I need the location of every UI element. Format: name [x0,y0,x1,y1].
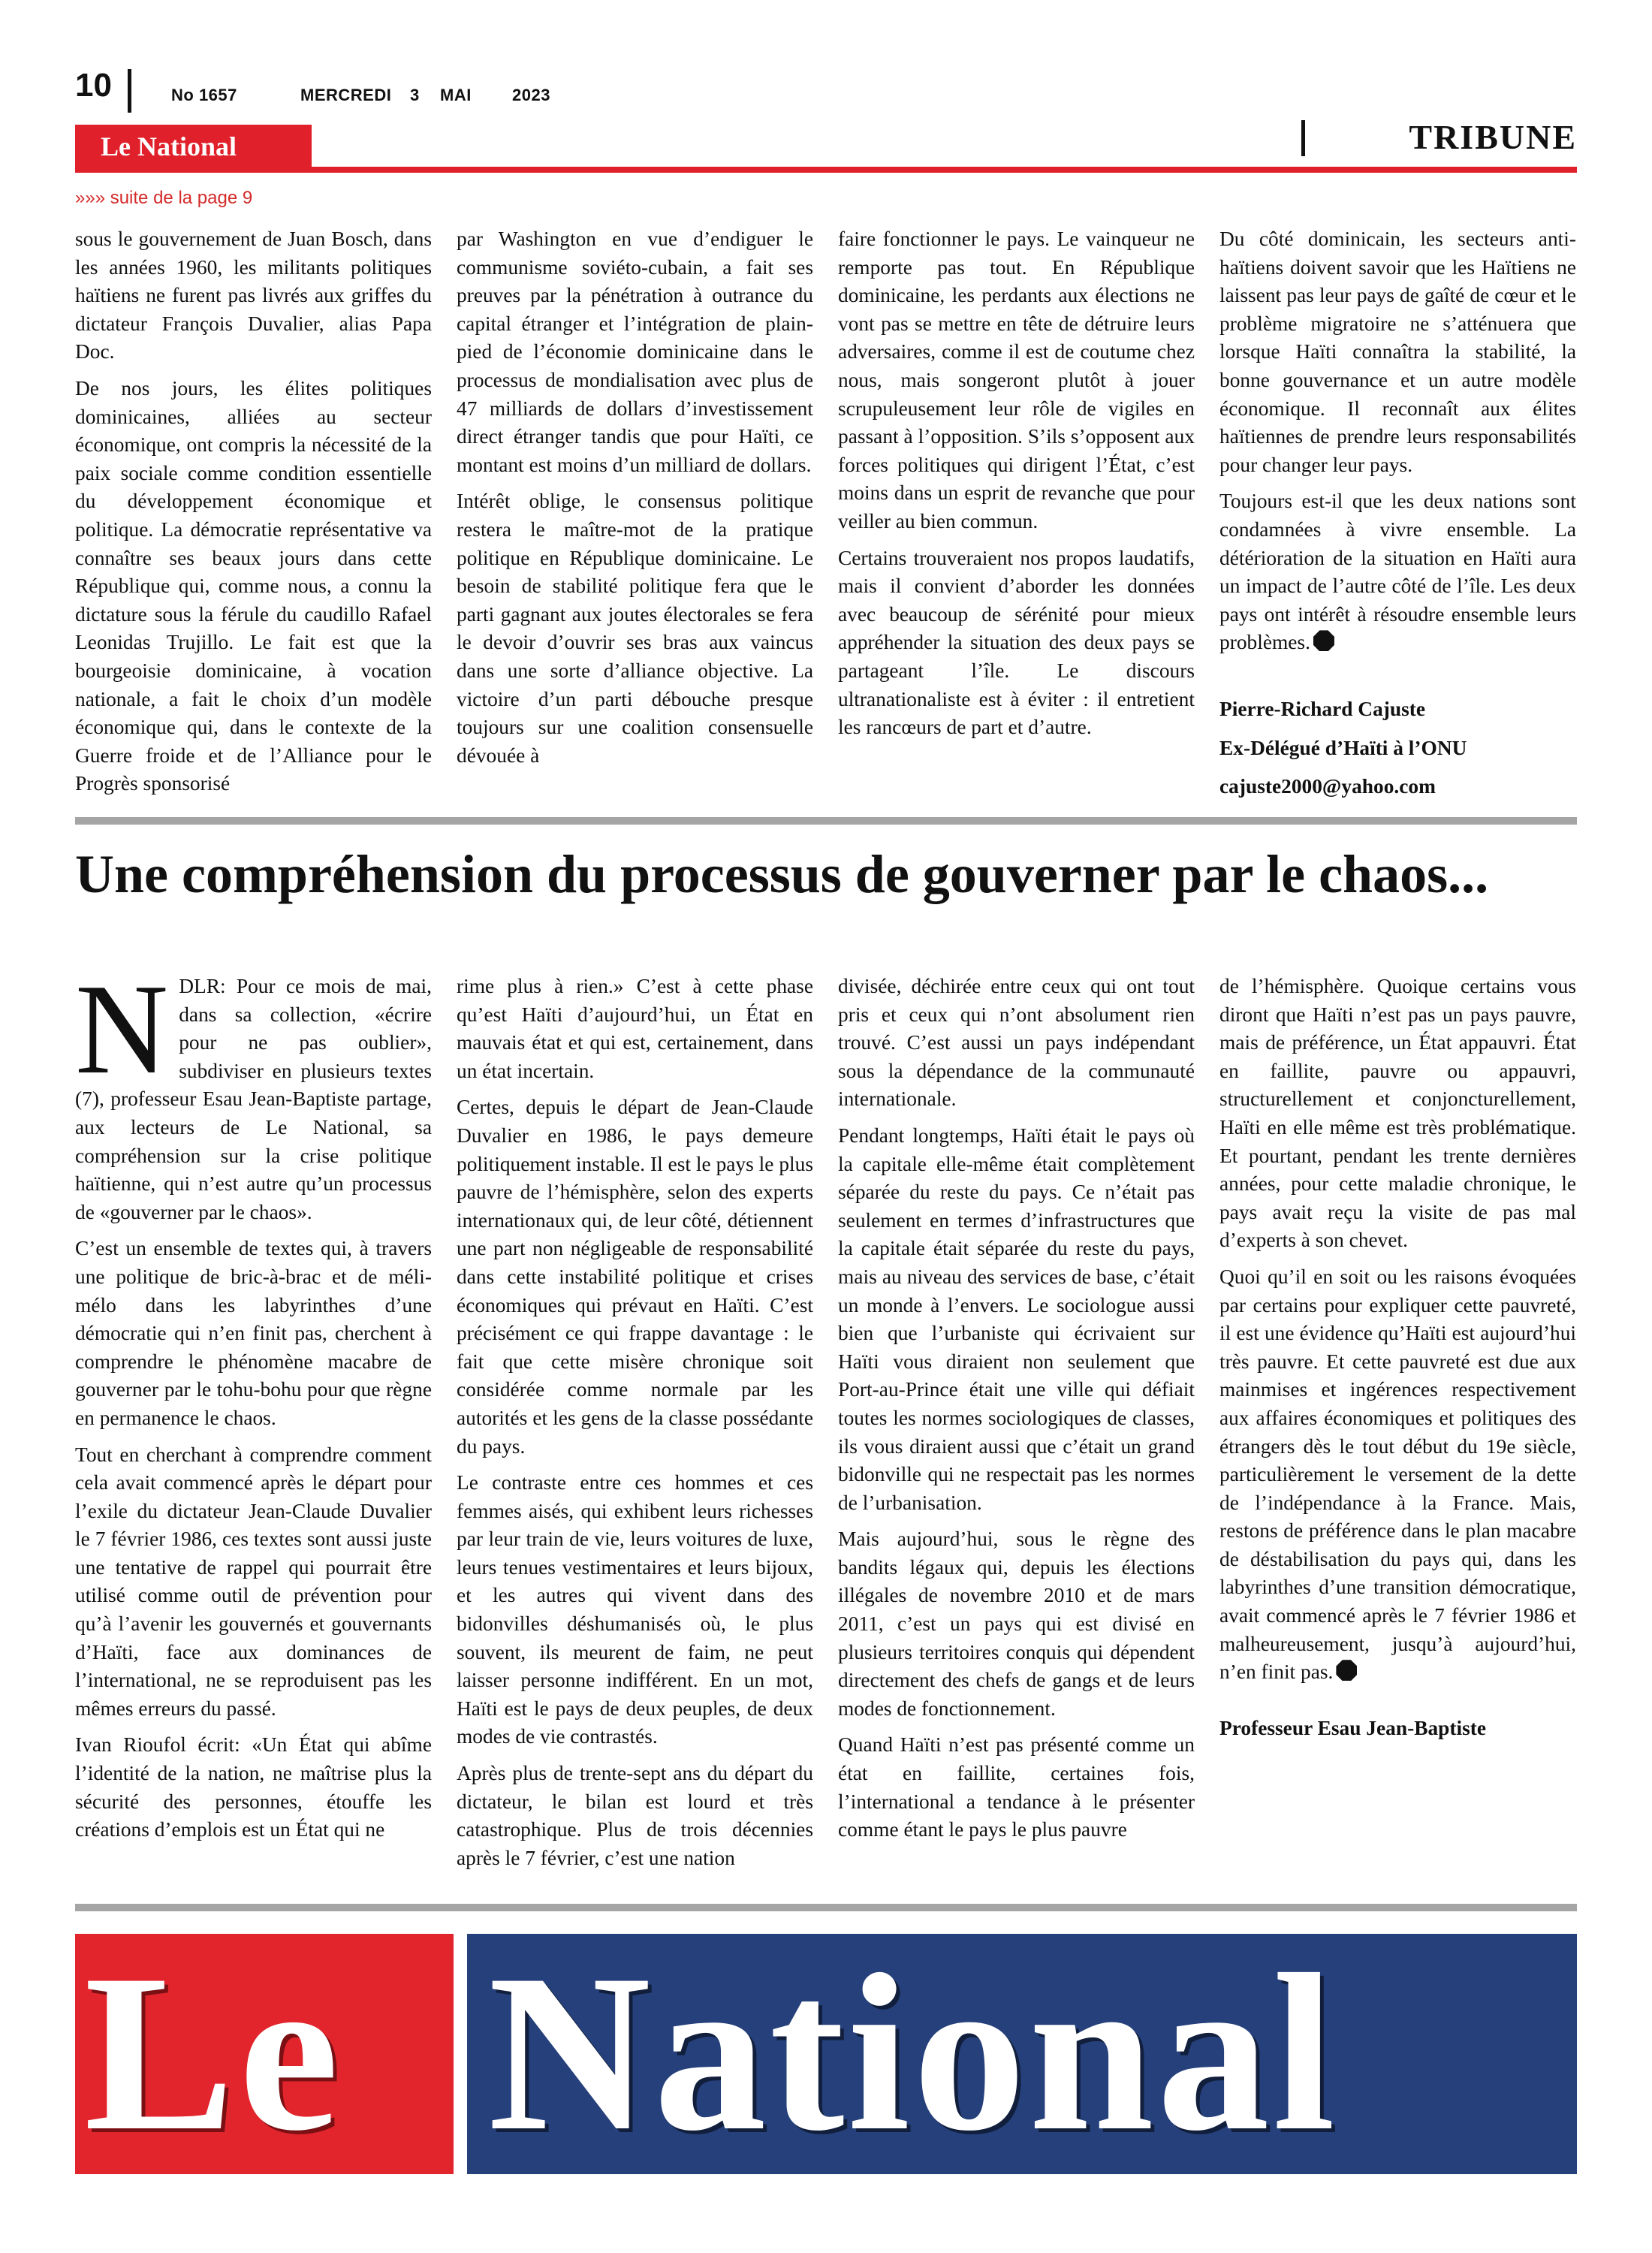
paragraph: Ivan Rioufol écrit: «Un État qui abîme l’identité de la nation, ne maîtrise plus la sécurité des personnes, étouffe les créations d’emplois est un État qui ne [75,1733,432,1841]
paragraph [75,958,432,1226]
article-column-2 [457,973,813,1881]
paragraph: Pendant longtemps, Haïti était le pays où la capitale elle-même était complètement séparée du reste du pays. Ce n’était pas seulement en termes d’infrastructures que la capitale était séparée du reste du pays, mais au niveau des services de base, c’était un monde à l’envers. Le sociologue aussi bien que l’urbaniste qui écrivaient sur Haïti vous diraient non seulement que Port-au-Prince était une ville qui défiait toutes les normes sociologiques de classes, ils vous diraient aussi que c’était un grand bidonville qui ne respectait pas les normes de l’urbanisation. [838,1123,1195,1514]
author-email: cajuste2000@yahoo.com [1219,775,1436,798]
paragraph: C’est un ensemble de textes qui, à travers une politique de bric-à-brac et de méli-mélo dans les labyrinthes d’une démocratie qui n’en finit pas, cherchent à comprendre le phénomène macabre de gouverner par le tohu-bohu pour que règne en permanence le chaos. [75,1237,432,1429]
paragraph: sous le gouvernement de Juan Bosch, dans les années 1960, les militants politiques haïtiens ne furent pas livrés aux griffes du dictateur François Duvalier, alias Papa Doc. [75,228,432,363]
paragraph: rime plus à rien.» C’est à cette phase qu’est Haïti d’aujourd’hui, un État en mauvais état et qui est, certainement, dans un état incertain. [457,975,813,1082]
author-title: Ex-Délégué d’Haïti à l’ONU [1219,736,1467,759]
paragraph: Tout en cherchant à comprendre comment cela avait commencé après le départ pour l’exile du dictateur Jean-Claude Duvalier le 7 février 1986, ces textes sont aussi juste une tentative de rappel qui pourrait être utilisé comme outil de prévention pour qu’à l’avenir les gouvernés et gouvernants d’Haïti, face aux dominances de l’international, ne se reproduisent pas les mêmes erreurs du passé. [75,1443,432,1720]
end-mark-icon [1336,1660,1357,1681]
paragraph: par Washington en vue d’endiguer le communisme soviéto-cubain, a fait ses preuves par la pénétration à outrance du capital étranger et l’intégration de plain-pied de l’économie dominicaine dans le processus de mondialisation avec plus de 47 milliards de dollars d’investissement direct étranger tandis que pour Haïti, ce montant est moins d’un milliard de dollars. [457,228,813,476]
author-name: Pierre-Richard Cajuste [1219,697,1426,720]
top-article-column-1 [75,225,432,807]
top-article-column-4 [1219,225,1576,812]
article-column-3 [838,973,1195,1853]
paragraph: de l’hémisphère. Quoique certains vous diront que Haïti n’est pas un pays pauvre, mais de préférence, un État appauvri. État en faillite, pauvre ou appauvri, structurellement et conjoncturellement, Haïti en elle même est très problématique. Et pourtant, pendant les trente dernières années, pour cette maladie chronique, le pays avait reçu la visite de pas mal d’experts à son chevet. [1219,975,1576,1252]
signature-block [1219,665,1576,801]
paragraph-text: Quoi qu’il en soit ou les raisons évoquées par certains pour expliquer cette pauvreté, il est une évidence qu’Haïti est aujourd’hui très pauvre. Et cette pauvreté est due aux mainmises et ingérences respectivement aux affaires économiques et politiques des étrangers dès le tout début du 19e siècle, particulièrement le versement de la dette de l’indépendance à la France. Mais, restons de préférence dans le plan macabre de déstabilisation du pays qui, dans les labyrinthes d’une transition démocratique, avait commencé après le 7 février 1986 et malheureusement, jusqu’à aujourd’hui, n’en finit pas. [1219,1265,1576,1684]
continued-note: »»» suite de la page 9 [75,188,253,208]
article-column-1 [75,958,432,1853]
paragraph: Quand Haïti n’est pas présenté comme un état en faillite, certaines fois, l’international a tendance à le présenter comme étant le pays le plus pauvre [838,1733,1195,1841]
page-number: 10 [75,67,112,104]
issue-year: 2023 [512,86,550,104]
paragraph: Après plus de trente-sept ans du départ du dictateur, le bilan est lourd et très catastrophique. Plus de trois décennies après le 7 février, c’est une nation [457,1762,813,1869]
paragraph: Le contraste entre ces hommes et ces femmes aisés, qui exhibent leurs richesses par leur train de vie, leurs voitures de luxe, leurs tenues vestimentaires et leurs bijoux, et les autres qui vivent dans des bidonvilles déshumanisés où, le plus souvent, ils meurent de faim, ne peut laisser personne indifférent. En un mot, Haïti est le pays de deux peuples, de deux modes de vie contrastés. [457,1471,813,1748]
paragraph-text: DLR: Pour ce mois de mai, dans sa collection, «écrire pour ne pas oublier», subdiviser en plusieurs textes (7), professeur Esau Jean-Baptiste partage, aux lecteurs de Le National, sa compréhension sur la crise politique haïtienne, qui n’est autre qu’un processus de «gouverner par le chaos». [75,975,432,1223]
section-divider [1301,120,1305,156]
issue-day: MERCREDI [300,86,392,104]
top-article-column-2 [457,225,813,778]
article-author: Professeur Esau Jean-Baptiste [1219,1716,1487,1739]
paragraph: Certes, depuis le départ de Jean-Claude Duvalier en 1986, le pays demeure politiquement instable. Il est le pays le plus pauvre de l’hémisphère, selon des experts internationaux qui, de leur côté, détiennent une part non négligeable de responsabilité dans cette instabilité politique et crises économiques qui prévaut en Haïti. C’est précisément ce qui frappe davantage : le fait que cette misère chronique soit considérée comme normale par les autorités et les gens de la classe possédante du pays. [457,1096,813,1458]
banner-logo-national: National [488,1928,1339,2177]
drop-cap: N [75,958,169,1101]
article-divider [75,817,1577,825]
issue-month: MAI [440,86,472,104]
article-column-4 [1219,973,1576,1753]
top-article-column-3 [838,225,1195,750]
brand-tab-label: Le National [101,131,237,161]
paragraph [1219,1263,1576,1687]
banner-logo-le: Le [84,1928,344,2177]
banner-divider [75,1904,1577,1911]
paragraph: De nos jours, les élites politiques dominicaines, alliées au secteur économique, ont compris la nécessité de la paix sociale comme condition essentielle du développement économique et politique. La démocratie représentative va connaître ses beaux jours dans cette République qui, comme nous, a connu la dictature sous la férule du caudillo Rafael Leonidas Trujillo. Le fait est que la bourgeoisie dominicaine, à vocation nationale, a fait le choix d’un modèle économique qui, dans le contexte de la Guerre froide et de l’Alliance pour le Progrès sponsorisé [75,376,432,795]
article-headline: Une compréhension du processus de gouverner par le chaos... [75,844,1489,904]
paragraph: Certains trouveraient nos propos laudatifs, mais il convient d’aborder les données avec beaucoup de sérénité pour mieux appréhender la situation des deux pays se partageant l’île. Le discours ultranationaliste est à éviter : il entretient les rancœurs de part et d’autre. [838,546,1195,739]
issue-date-day: 3 [410,86,420,104]
end-mark-icon [1313,630,1334,651]
section-title: TRIBUNE [1409,118,1577,156]
paragraph: faire fonctionner le pays. Le vainqueur ne remporte pas tout. En République dominicaine, les perdants aux élections ne vont pas se mettre en tête de détruire leurs adversaires, comme il est de coutume chez nous, mais songeront plutôt à jouer scrupuleusement leur rôle de vigiles en passant à l’opposition. S’ils s’opposent aux forces politiques qui dirigent l’État, c’est moins dans un esprit de revanche que pour veiller au bien commun. [838,228,1195,532]
paragraph: Du côté dominicain, les secteurs anti-haïtiens doivent savoir que les Haïtiens ne laissent pas leur pays de gaîté de cœur et le problème migratoire ne s’atténuera que lorsque Haïti connaîtra la stabilité, la bonne gouvernance et un autre modèle économique. Il reconnaît aux élites haïtiennes de prendre leurs responsabilités pour changer leur pays. [1219,228,1576,476]
paragraph-text: Toujours est-il que les deux nations sont condamnées à vivre ensemble. La détérioration de la situation en Haïti aura un impact de l’autre côté de l’île. Les deux pays ont intérêt à résoudre ensemble leurs problèmes. [1219,490,1576,654]
paragraph: Mais aujourd’hui, sous le règne des bandits légaux qui, depuis les élections illégales de novembre 2010 et de mars 2011, c’est un pays qui est divisé en plusieurs territoires conquis qui dépendent directement des chefs de gangs et de leurs modes de fonctionnement. [838,1528,1195,1720]
paragraph: Intérêt oblige, le consensus politique restera le maître-mot de la pratique politique en République dominicaine. Le besoin de stabilité politique fera que le parti gagnant aux joutes électorales se fera le devoir d’ouvrir ses bras aux vaincus dans une sorte d’alliance objective. La victoire d’un parti débouche presque toujours sur une coalition consensuelle dévouée à [457,490,813,767]
paragraph [1219,487,1576,657]
header-divider [128,69,131,113]
article-signature [1219,1695,1576,1743]
paragraph: divisée, déchirée entre ceux qui ont tout pris et ceux qui n’ont absolument rien trouvé. C’est aussi un pays indépendant sous la dépendance de la communauté internationale. [838,975,1195,1111]
issue-number: No 1657 [171,86,237,104]
